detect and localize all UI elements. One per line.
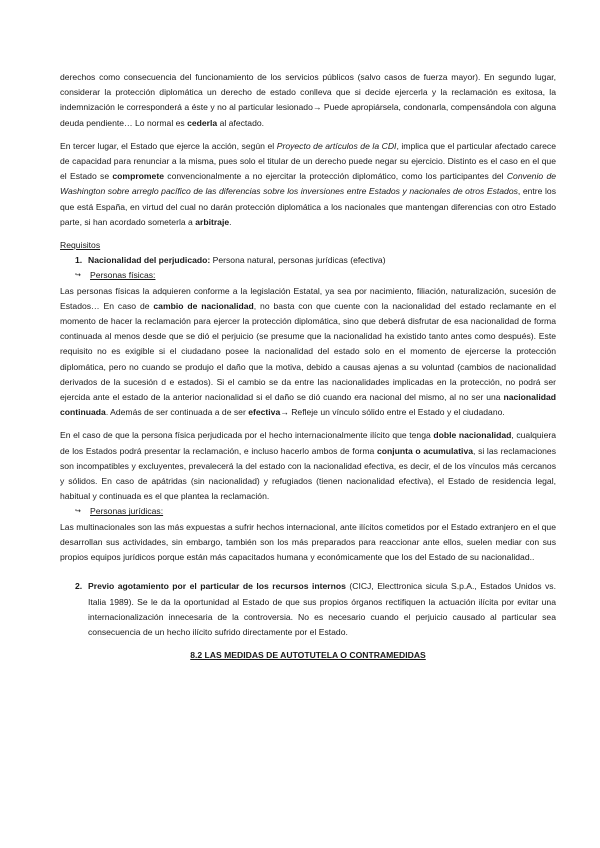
requisito-1: 1. Nacionalidad del perjudicado: Persona natural, personas jurídicas (efectiva) — [75, 255, 386, 266]
requisitos-heading: Requisitos — [60, 240, 101, 251]
paragraph-doble-nacionalidad: En el caso de que la persona física perjudicada por el hecho internacionalmente ilícito que tenga doble nacionalidad, cualquiera de los Estados podrá presentar la reclamación, e incluso hacerlo ambos de forma conjunta o acumulativa, si las reclamaciones son incompatibles y excluyentes, prevalecerá la del estado con la nacionalidad efectiva, es decir, el de los vínculos más cercanos y sólidos. En caso de apátridas (sin nacionalidad) y refugiados (tienen nacionalidad efectiva), el Estado de residencia legal, habitual y continuada es el que plantea la reclamación. — [60, 430, 556, 502]
paragraph-personas-juridicas: Las multinacionales son las más expuestas a sufrir hechos internacional, ante ilícitos cometidos por el Estado extranjero en el que desarrollan sus actividades, sin embargo, también son los más preparados para reaccionar ante ellos, suelen mediar con sus propios equipos jurídicos porque están más capacitados humana y económicamente que los del Estado de su nacionalidad.. — [60, 521, 556, 563]
document-page — [60, 70, 556, 663]
section-heading: 8.2 LAS MEDIDAS DE AUTOTUTELA O CONTRAMEDIDAS — [190, 650, 426, 661]
arrow-icon: ↪ — [75, 508, 81, 516]
personas-juridicas-subheading: ↪ Personas jurídicas: — [60, 504, 556, 519]
personas-fisicas-subheading: ↪ Personas físicas: — [60, 268, 556, 283]
paragraph-personas-fisicas: Las personas físicas la adquieren conforme a la legislación Estatal, ya sea por nacimiento, filiación, naturalización, sucesión de Estados… En caso de cambio de nacionalidad, no basta con que cuente con la nacionalidad del estado reclamante en el momento de hacer la reclamación para ejercer la protección diplomática, sino que deberá disfrutar de esa nacionalidad de forma continuada al menos desde que se dió el perjuicio (se presume que la nacionalidad ha existido tanto antes como después). Este requisito no es exigible si el ciudadano posee la nacionalidad del estado solo en el momento de ejercerse la protección diplomática, pero no cuando se produjo el daño que la motiva, debido a causas ajenas a su voluntad (cambios de nacionalidad derivados de la sucesión d e estados). Si el cambio se da entre las nacionalidades implicadas en la protección, no podrá ser ejercida ante el estado de la anterior nacionalidad si el daño se dió cuando era nacional del mismo, al no ser una nacionalidad continuada. Además de ser continuada a de ser efectiva→ Refleje un vínculo sólido entre el Estado y el ciudadano. — [60, 285, 557, 418]
paragraph-tercer-lugar: En tercer lugar, el Estado que ejerce la acción, según el Proyecto de artículos de la CDI, implica que el particular afectado carece de capacidad para renunciar a la misma, pues solo el titular de un derecho puede negar su ejercicio. Distinto es el caso en el que el Estado se compromete convencionalmente a no ejercitar la protección diplomático, como los participantes del Convenio de Washington sobre arreglo pacífico de las diferencias sobre los inversiones entre Estados y nacionales de otros Estados, entre los que está España, en virtud del cual no darán protección diplomática a los nacionales que mantengan diferencias con otro Estado parte, si han acordado someterla a arbitraje. — [60, 140, 557, 227]
paragraph-indemnizacion: derechos como consecuencia del funcionamiento de los servicios públicos (salvo casos de fuerza mayor). En segundo lugar, considerar la protección diplomática un derecho de estado conlleva que si decide ejercerla y la reclamación es exitosa, la indemnización le corresponderá a éste y no al particular lesionado→ Puede apropiársela, condonarla, compensándola con alguna deuda pendiente… Lo normal es cederla al afectado. — [60, 72, 556, 128]
requisito-2: 2. Previo agotamiento por el particular de los recursos internos (CICJ, Electtronica sicula S.p.A., Estados Unidos vs. Italia 1989). Se le da la oportunidad al Estado de que sus propios órganos rectifiquen la actuación ilícita por evitar una internacionalización innecesaria de la controversia. No es necesario cuando el perjuicio causado al particular sea consecuencia de un hecho ilícito sufrido directamente por el Estado. — [75, 581, 556, 637]
arrow-icon: ↪ — [75, 272, 81, 280]
